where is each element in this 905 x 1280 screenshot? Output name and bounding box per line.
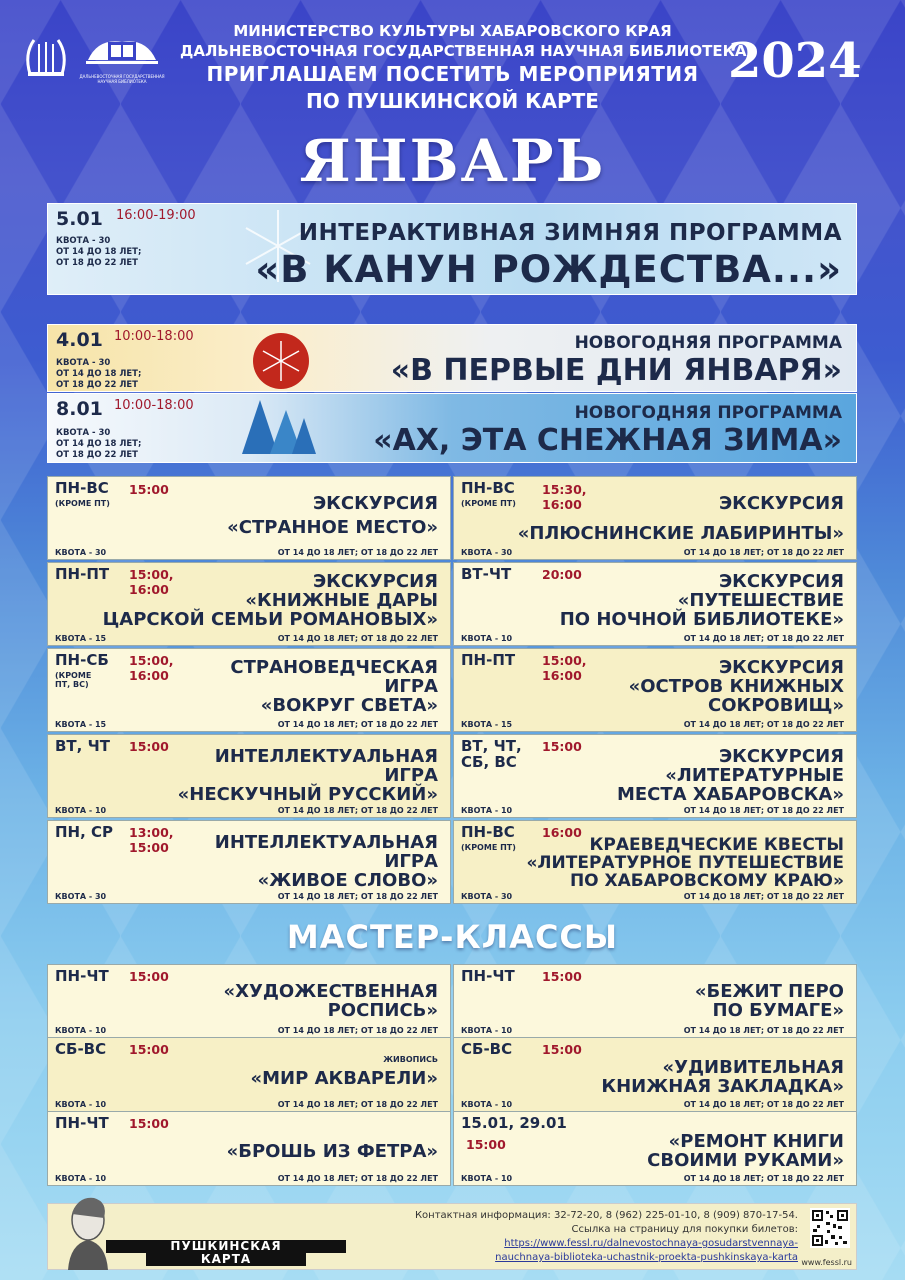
event-cell <box>47 476 451 560</box>
event-title: «АХ, ЭТА СНЕЖНАЯ ЗИМА» <box>373 423 842 458</box>
event-time: 15:30, 16:00 <box>542 482 587 512</box>
masterclass-quota: КВОТА - 10 <box>55 1174 107 1183</box>
masterclass-ages: ОТ 14 ДО 18 ЛЕТ; ОТ 18 ДО 22 ЛЕТ <box>683 1174 844 1183</box>
event-date: 8.01 <box>56 398 103 420</box>
library-logo-icon <box>78 30 166 82</box>
event-ages-2: ОТ 18 ДО 22 ЛЕТ <box>56 380 138 390</box>
event-ages-1: ОТ 14 ДО 18 ЛЕТ; <box>56 439 142 449</box>
event-day: ПН-ВС <box>461 479 515 497</box>
event-day-note: (КРОМЕ ПТ) <box>461 843 516 852</box>
event-cell <box>47 734 451 818</box>
event-quota: КВОТА - 10 <box>55 806 107 815</box>
masterclass-cell <box>453 964 857 1038</box>
event-title: «В КАНУН РОЖДЕСТВА...» <box>255 248 842 291</box>
masterclass-cell <box>47 964 451 1038</box>
event-title-line: ИНТЕЛЛЕКТУАЛЬНАЯ <box>214 832 438 853</box>
event-day-note: (КРОМЕ ПТ) <box>461 499 516 508</box>
event-cell <box>453 820 857 904</box>
event-title-line: СОКРОВИЩ» <box>708 695 844 716</box>
masterclass-title-line: «МИР АКВАРЕЛИ» <box>250 1068 438 1089</box>
header-invite: ПРИГЛАШАЕМ ПОСЕТИТЬ МЕРОПРИЯТИЯ <box>206 62 699 86</box>
event-title-line: «ЛИТЕРАТУРНОЕ ПУТЕШЕСТВИЕ <box>526 853 844 873</box>
fir-trees-icon <box>238 398 318 460</box>
event-quota: КВОТА - 15 <box>55 634 107 643</box>
masterclass-quota: КВОТА - 10 <box>461 1026 513 1035</box>
masterclass-day: ПН-ЧТ <box>55 967 109 985</box>
event-banner-winter <box>47 393 857 463</box>
masterclass-genre: ЖИВОПИСЬ <box>383 1055 438 1064</box>
event-title-line: ЦАРСКОЙ СЕМЬИ РОМАНОВЫХ» <box>102 609 438 630</box>
masterclass-day: ПН-ЧТ <box>55 1114 109 1132</box>
masterclass-ages: ОТ 14 ДО 18 ЛЕТ; ОТ 18 ДО 22 ЛЕТ <box>683 1100 844 1109</box>
event-time: 15:00, 16:00 <box>542 653 587 683</box>
masterclass-cell <box>47 1037 451 1112</box>
ticket-link-2[interactable]: nauchnaya-biblioteka-uchastnik-proekta-pushkinskaya-karta <box>495 1252 798 1263</box>
event-title-line: ЭКСКУРСИЯ <box>718 493 844 514</box>
event-quota: КВОТА - 30 <box>461 548 513 557</box>
event-cell <box>453 734 857 818</box>
event-time: 16:00-19:00 <box>116 208 196 223</box>
masterclass-title-line: «БЕЖИТ ПЕРО <box>694 981 844 1002</box>
masterclass-ages: ОТ 14 ДО 18 ЛЕТ; ОТ 18 ДО 22 ЛЕТ <box>277 1100 438 1109</box>
event-title: «В ПЕРВЫЕ ДНИ ЯНВАРЯ» <box>390 353 842 388</box>
header-card: ПО ПУШКИНСКОЙ КАРТЕ <box>306 89 599 113</box>
event-title-line: ПО ХАБАРОВСКОМУ КРАЮ» <box>569 871 844 891</box>
month-title: ЯНВАРЬ <box>299 127 606 195</box>
event-day-note: (КРОМЕ ПТ) <box>55 499 110 508</box>
event-ages-2: ОТ 18 ДО 22 ЛЕТ <box>56 450 138 460</box>
event-ages: ОТ 14 ДО 18 ЛЕТ; ОТ 18 ДО 22 ЛЕТ <box>277 548 438 557</box>
event-quota: КВОТА - 15 <box>461 720 513 729</box>
event-ages: ОТ 14 ДО 18 ЛЕТ; ОТ 18 ДО 22 ЛЕТ <box>683 548 844 557</box>
event-quota: КВОТА - 30 <box>56 236 111 246</box>
event-title-line: «ЛИТЕРАТУРНЫЕ <box>665 765 844 786</box>
site-url[interactable]: www.fessl.ru <box>801 1258 852 1267</box>
event-time: 15:00, 16:00 <box>129 653 174 683</box>
masterclass-day: СБ-ВС <box>55 1040 107 1058</box>
event-ages: ОТ 14 ДО 18 ЛЕТ; ОТ 18 ДО 22 ЛЕТ <box>683 806 844 815</box>
event-banner-christmas <box>47 203 857 295</box>
event-date: 4.01 <box>56 329 103 351</box>
masterclass-quota: КВОТА - 10 <box>461 1100 513 1109</box>
event-cell <box>453 476 857 560</box>
event-cell <box>453 562 857 646</box>
event-cell <box>47 562 451 646</box>
event-title-line: ИГРА <box>384 676 438 697</box>
event-day: ПН-ВС <box>55 479 109 497</box>
event-ages: ОТ 14 ДО 18 ЛЕТ; ОТ 18 ДО 22 ЛЕТ <box>277 806 438 815</box>
event-title-line: ЭКСКУРСИЯ <box>312 493 438 514</box>
event-time: 15:00 <box>129 739 169 754</box>
masterclass-time: 15:00 <box>542 969 582 984</box>
event-day: ПН-ПТ <box>55 565 110 583</box>
event-title-line: «КНИЖНЫЕ ДАРЫ <box>245 590 438 611</box>
event-day: ВТ-ЧТ <box>461 565 512 583</box>
event-title-line: КРАЕВЕДЧЕСКИЕ КВЕСТЫ <box>589 835 844 855</box>
event-cell <box>47 648 451 732</box>
event-ages-2: ОТ 18 ДО 22 ЛЕТ <box>56 258 138 268</box>
masterclass-title-line: КНИЖНАЯ ЗАКЛАДКА» <box>601 1076 844 1097</box>
event-title-line: СТРАНОВЕДЧЕСКАЯ <box>230 657 438 678</box>
event-quota: КВОТА - 10 <box>461 806 513 815</box>
event-day: ПН-ВС <box>461 823 515 841</box>
event-ages: ОТ 14 ДО 18 ЛЕТ; ОТ 18 ДО 22 ЛЕТ <box>277 720 438 729</box>
event-ages: ОТ 14 ДО 18 ЛЕТ; ОТ 18 ДО 22 ЛЕТ <box>277 634 438 643</box>
event-banner-new-year <box>47 324 857 392</box>
header-library: ДАЛЬНЕВОСТОЧНАЯ ГОСУДАРСТВЕННАЯ НАУЧНАЯ БИБЛИОТЕКА <box>180 42 747 60</box>
masterclass-time: 15:00 <box>129 1042 169 1057</box>
event-quota: КВОТА - 30 <box>56 428 111 438</box>
year: 2024 <box>728 33 862 89</box>
event-quota: КВОТА - 15 <box>55 720 107 729</box>
event-day: ВТ, ЧТ <box>55 737 110 755</box>
event-title-line: «НЕСКУЧНЫЙ РУССКИЙ» <box>177 784 438 805</box>
event-day: ПН-СБ <box>55 651 109 669</box>
event-quota: КВОТА - 30 <box>56 358 111 368</box>
event-quota: КВОТА - 10 <box>461 634 513 643</box>
event-time: 15:00, 16:00 <box>129 567 174 597</box>
event-time: 15:00 <box>542 739 582 754</box>
event-title-line: «ОСТРОВ КНИЖНЫХ <box>628 676 844 697</box>
masterclass-day: СБ-ВС <box>461 1040 513 1058</box>
event-title-line: «ВОКРУГ СВЕТА» <box>260 695 438 716</box>
contact-info: Контактная информация: 32-72-20, 8 (962) 225-01-10, 8 (909) 870-17-54. <box>414 1210 798 1221</box>
masterclass-time: 15:00 <box>129 1116 169 1131</box>
masterclass-time: 15:00 <box>466 1137 506 1152</box>
event-title-line: ПО НОЧНОЙ БИБЛИОТЕКЕ» <box>559 609 844 630</box>
masterclass-time: 15:00 <box>542 1042 582 1057</box>
qr-code-icon[interactable] <box>810 1208 850 1248</box>
masterclass-title-line: «ХУДОЖЕСТВЕННАЯ <box>223 981 438 1002</box>
event-subtitle: ИНТЕРАКТИВНАЯ ЗИМНЯЯ ПРОГРАММА <box>298 220 842 246</box>
pushkin-card-logo <box>106 1240 346 1266</box>
event-cell <box>47 820 451 904</box>
masterclass-title-line: «РЕМОНТ КНИГИ <box>668 1131 844 1152</box>
masterclass-title-line: «БРОШЬ ИЗ ФЕТРА» <box>226 1141 438 1162</box>
event-ages: ОТ 14 ДО 18 ЛЕТ; ОТ 18 ДО 22 ЛЕТ <box>277 892 438 901</box>
event-day: ВТ, ЧТ, СБ, ВС <box>461 737 522 771</box>
event-title-line: «ЖИВОЕ СЛОВО» <box>257 870 438 891</box>
event-day: ПН, СР <box>55 823 114 841</box>
masterclass-cell <box>47 1111 451 1186</box>
event-title-line: ИГРА <box>384 765 438 786</box>
event-day-note: (КРОМЕ ПТ, ВС) <box>55 671 92 689</box>
masterclass-day: ПН-ЧТ <box>461 967 515 985</box>
event-ages: ОТ 14 ДО 18 ЛЕТ; ОТ 18 ДО 22 ЛЕТ <box>683 720 844 729</box>
lyre-logo-icon <box>22 34 70 78</box>
pushkin-portrait-icon <box>60 1194 112 1270</box>
event-title-line: «ПУТЕШЕСТВИЕ <box>677 590 844 611</box>
event-day: ПН-ПТ <box>461 651 516 669</box>
event-subtitle: НОВОГОДНЯЯ ПРОГРАММА <box>574 333 842 353</box>
footer <box>47 1203 857 1270</box>
event-title-line: «СТРАННОЕ МЕСТО» <box>227 517 438 538</box>
event-quota: КВОТА - 30 <box>55 892 107 901</box>
event-subtitle: НОВОГОДНЯЯ ПРОГРАММА <box>574 403 842 423</box>
masterclass-ages: ОТ 14 ДО 18 ЛЕТ; ОТ 18 ДО 22 ЛЕТ <box>277 1174 438 1183</box>
event-ages: ОТ 14 ДО 18 ЛЕТ; ОТ 18 ДО 22 ЛЕТ <box>683 634 844 643</box>
event-title-line: ИНТЕЛЛЕКТУАЛЬНАЯ <box>214 746 438 767</box>
ticket-link-1[interactable]: https://www.fessl.ru/dalnevostochnaya-gosudarstvennaya- <box>504 1238 798 1249</box>
header-ministry: МИНИСТЕРСТВО КУЛЬТУРЫ ХАБАРОВСКОГО КРАЯ <box>233 22 672 40</box>
masterclass-ages: ОТ 14 ДО 18 ЛЕТ; ОТ 18 ДО 22 ЛЕТ <box>683 1026 844 1035</box>
masterclass-title-line: РОСПИСЬ» <box>327 1000 438 1021</box>
event-date: 5.01 <box>56 208 103 230</box>
masterclass-quota: КВОТА - 10 <box>55 1026 107 1035</box>
event-quota: КВОТА - 30 <box>55 548 107 557</box>
event-title-line: ЭКСКУРСИЯ <box>718 746 844 767</box>
masterclass-ages: ОТ 14 ДО 18 ЛЕТ; ОТ 18 ДО 22 ЛЕТ <box>277 1026 438 1035</box>
event-title-line: «ПЛЮСНИНСКИЕ ЛАБИРИНТЫ» <box>517 523 844 544</box>
card-line-2: КАРТА <box>146 1253 306 1266</box>
event-cell <box>453 648 857 732</box>
event-ages: ОТ 14 ДО 18 ЛЕТ; ОТ 18 ДО 22 ЛЕТ <box>683 892 844 901</box>
masterclass-title-line: СВОИМИ РУКАМИ» <box>647 1150 844 1171</box>
card-line-1: ПУШКИНСКАЯ <box>106 1240 346 1253</box>
masterclass-cell <box>453 1111 857 1186</box>
event-time: 13:00, 15:00 <box>129 825 174 855</box>
masterclass-time: 15:00 <box>129 969 169 984</box>
masterclass-quota: КВОТА - 10 <box>461 1174 513 1183</box>
masterclass-title-line: «УДИВИТЕЛЬНАЯ <box>662 1057 844 1078</box>
event-title-line: ЭКСКУРСИЯ <box>312 571 438 592</box>
event-quota: КВОТА - 30 <box>461 892 513 901</box>
masterclass-title-line: ПО БУМАГЕ» <box>712 1000 844 1021</box>
event-time: 20:00 <box>542 567 582 582</box>
event-title-line: ЭКСКУРСИЯ <box>718 657 844 678</box>
event-title-line: ЭКСКУРСИЯ <box>718 571 844 592</box>
logo-caption: ДАЛЬНЕВОСТОЧНАЯ ГОСУДАРСТВЕННАЯ НАУЧНАЯ БИБЛИОТЕКА <box>79 74 165 84</box>
event-time: 10:00-18:00 <box>114 398 194 413</box>
event-ages-1: ОТ 14 ДО 18 ЛЕТ; <box>56 247 142 257</box>
event-time: 10:00-18:00 <box>114 329 194 344</box>
masterclass-day: 15.01, 29.01 <box>461 1114 567 1132</box>
masterclass-quota: КВОТА - 10 <box>55 1100 107 1109</box>
event-title-line: ИГРА <box>384 851 438 872</box>
event-time: 15:00 <box>129 482 169 497</box>
event-time: 16:00 <box>542 825 582 840</box>
event-title-line: МЕСТА ХАБАРОВСКА» <box>616 784 844 805</box>
link-label: Ссылка на страницу для покупки билетов: <box>571 1224 798 1235</box>
masterclasses-title: МАСТЕР-КЛАССЫ <box>286 918 619 956</box>
ornament-ball-icon <box>243 327 313 392</box>
event-ages-1: ОТ 14 ДО 18 ЛЕТ; <box>56 369 142 379</box>
masterclass-cell <box>453 1037 857 1112</box>
